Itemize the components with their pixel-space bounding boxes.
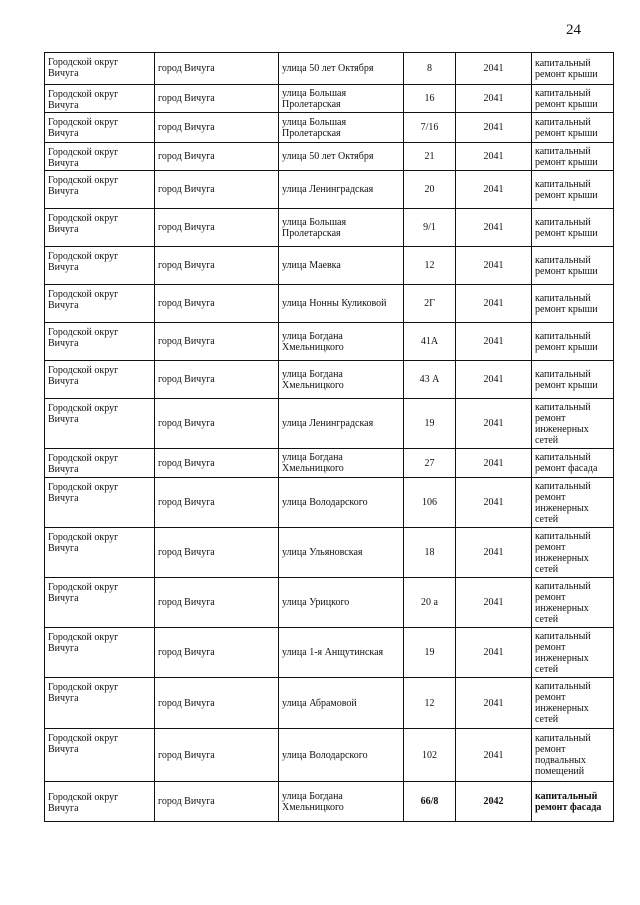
work-type-cell: капитальный ремонт крыши (532, 323, 614, 361)
work-type-cell: капитальный ремонт фасада (532, 449, 614, 478)
year-cell: 2041 (456, 361, 532, 399)
year-cell: 2041 (456, 628, 532, 678)
table-row (45, 628, 614, 678)
street-cell: улица Богдана Хмельницкого (279, 361, 404, 399)
street-cell: улица Нонны Куликовой (279, 285, 404, 323)
district-cell: Городской округ Вичуга (45, 285, 155, 323)
district-cell: Городской округ Вичуга (45, 782, 155, 822)
district-cell: Городской округ Вичуга (45, 323, 155, 361)
year-cell: 2041 (456, 143, 532, 171)
city-cell: город Вичуга (155, 209, 279, 247)
table-row (45, 449, 614, 478)
work-type-cell: капитальный ремонт крыши (532, 113, 614, 143)
year-cell: 2041 (456, 399, 532, 449)
year-cell: 2041 (456, 528, 532, 578)
table-row (45, 361, 614, 399)
city-cell: город Вичуга (155, 53, 279, 85)
city-cell: город Вичуга (155, 399, 279, 449)
street-cell: улица Абрамовой (279, 678, 404, 729)
house-number-cell: 2Г (404, 285, 456, 323)
year-cell: 2041 (456, 678, 532, 729)
city-cell: город Вичуга (155, 171, 279, 209)
year-cell: 2041 (456, 85, 532, 113)
city-cell: город Вичуга (155, 247, 279, 285)
house-number-cell: 19 (404, 628, 456, 678)
table-row (45, 53, 614, 85)
district-cell: Городской округ Вичуга (45, 85, 155, 113)
table-row (45, 399, 614, 449)
street-cell: улица Ленинградская (279, 171, 404, 209)
house-number-cell: 102 (404, 729, 456, 782)
city-cell: город Вичуга (155, 678, 279, 729)
district-cell: Городской округ Вичуга (45, 449, 155, 478)
district-cell: Городской округ Вичуга (45, 729, 155, 782)
year-cell: 2041 (456, 209, 532, 247)
street-cell: улица Урицкого (279, 578, 404, 628)
house-number-cell: 43 А (404, 361, 456, 399)
city-cell: город Вичуга (155, 285, 279, 323)
table-row (45, 782, 614, 822)
house-number-cell: 19 (404, 399, 456, 449)
house-number-cell: 20 а (404, 578, 456, 628)
table-row (45, 323, 614, 361)
work-type-cell: капитальный ремонт крыши (532, 361, 614, 399)
district-cell: Городской округ Вичуга (45, 478, 155, 528)
district-cell: Городской округ Вичуга (45, 399, 155, 449)
work-type-cell: капитальный ремонт инженерных сетей (532, 399, 614, 449)
district-cell: Городской округ Вичуга (45, 361, 155, 399)
street-cell: улица Богдана Хмельницкого (279, 449, 404, 478)
work-type-cell: капитальный ремонт крыши (532, 85, 614, 113)
district-cell: Городской округ Вичуга (45, 113, 155, 143)
work-type-cell: капитальный ремонт подвальных помещений (532, 729, 614, 782)
year-cell: 2041 (456, 247, 532, 285)
page-number: 24 (566, 22, 581, 38)
street-cell: улица Ульяновская (279, 528, 404, 578)
year-cell: 2041 (456, 285, 532, 323)
house-number-cell: 9/1 (404, 209, 456, 247)
house-number-cell: 27 (404, 449, 456, 478)
district-cell: Городской округ Вичуга (45, 678, 155, 729)
street-cell: улица Большая Пролетарская (279, 113, 404, 143)
year-cell: 2041 (456, 478, 532, 528)
street-cell: улица Володарского (279, 729, 404, 782)
house-number-cell: 18 (404, 528, 456, 578)
city-cell: город Вичуга (155, 578, 279, 628)
street-cell: улица Большая Пролетарская (279, 85, 404, 113)
table-row (45, 113, 614, 143)
house-number-cell: 8 (404, 53, 456, 85)
work-type-cell: капитальный ремонт инженерных сетей (532, 528, 614, 578)
city-cell: город Вичуга (155, 143, 279, 171)
work-type-cell: капитальный ремонт крыши (532, 143, 614, 171)
work-type-cell: капитальный ремонт инженерных сетей (532, 678, 614, 729)
table-row (45, 171, 614, 209)
district-cell: Городской округ Вичуга (45, 578, 155, 628)
district-cell: Городской округ Вичуга (45, 528, 155, 578)
street-cell: улица Богдана Хмельницкого (279, 323, 404, 361)
house-number-cell: 21 (404, 143, 456, 171)
table-row (45, 285, 614, 323)
table-row (45, 85, 614, 113)
house-number-cell: 106 (404, 478, 456, 528)
city-cell: город Вичуга (155, 782, 279, 822)
city-cell: город Вичуга (155, 478, 279, 528)
city-cell: город Вичуга (155, 449, 279, 478)
work-type-cell: капитальный ремонт крыши (532, 285, 614, 323)
district-cell: Городской округ Вичуга (45, 247, 155, 285)
city-cell: город Вичуга (155, 528, 279, 578)
street-cell: улица 50 лет Октября (279, 53, 404, 85)
year-cell: 2041 (456, 578, 532, 628)
city-cell: город Вичуга (155, 113, 279, 143)
repair-schedule-table (44, 52, 614, 822)
year-cell: 2041 (456, 113, 532, 143)
district-cell: Городской округ Вичуга (45, 628, 155, 678)
table-row (45, 478, 614, 528)
year-cell: 2042 (456, 782, 532, 822)
city-cell: город Вичуга (155, 361, 279, 399)
work-type-cell: капитальный ремонт крыши (532, 171, 614, 209)
city-cell: город Вичуга (155, 85, 279, 113)
house-number-cell: 12 (404, 247, 456, 285)
work-type-cell: капитальный ремонт фасада (532, 782, 614, 822)
street-cell: улица 1-я Анщутинская (279, 628, 404, 678)
district-cell: Городской округ Вичуга (45, 143, 155, 171)
table-row (45, 678, 614, 729)
year-cell: 2041 (456, 449, 532, 478)
work-type-cell: капитальный ремонт крыши (532, 209, 614, 247)
work-type-cell: капитальный ремонт инженерных сетей (532, 478, 614, 528)
city-cell: город Вичуга (155, 323, 279, 361)
table-row (45, 143, 614, 171)
street-cell: улица Богдана Хмельницкого (279, 782, 404, 822)
year-cell: 2041 (456, 323, 532, 361)
year-cell: 2041 (456, 171, 532, 209)
table-row (45, 209, 614, 247)
table-row (45, 729, 614, 782)
house-number-cell: 41А (404, 323, 456, 361)
work-type-cell: капитальный ремонт инженерных сетей (532, 628, 614, 678)
city-cell: город Вичуга (155, 628, 279, 678)
street-cell: улица 50 лет Октября (279, 143, 404, 171)
work-type-cell: капитальный ремонт крыши (532, 247, 614, 285)
house-number-cell: 7/16 (404, 113, 456, 143)
house-number-cell: 66/8 (404, 782, 456, 822)
street-cell: улица Большая Пролетарская (279, 209, 404, 247)
street-cell: улица Володарского (279, 478, 404, 528)
work-type-cell: капитальный ремонт инженерных сетей (532, 578, 614, 628)
street-cell: улица Ленинградская (279, 399, 404, 449)
house-number-cell: 12 (404, 678, 456, 729)
table-row (45, 528, 614, 578)
year-cell: 2041 (456, 53, 532, 85)
house-number-cell: 20 (404, 171, 456, 209)
year-cell: 2041 (456, 729, 532, 782)
table-row (45, 247, 614, 285)
city-cell: город Вичуга (155, 729, 279, 782)
district-cell: Городской округ Вичуга (45, 53, 155, 85)
district-cell: Городской округ Вичуга (45, 171, 155, 209)
work-type-cell: капитальный ремонт крыши (532, 53, 614, 85)
house-number-cell: 16 (404, 85, 456, 113)
district-cell: Городской округ Вичуга (45, 209, 155, 247)
street-cell: улица Маевка (279, 247, 404, 285)
table-row (45, 578, 614, 628)
